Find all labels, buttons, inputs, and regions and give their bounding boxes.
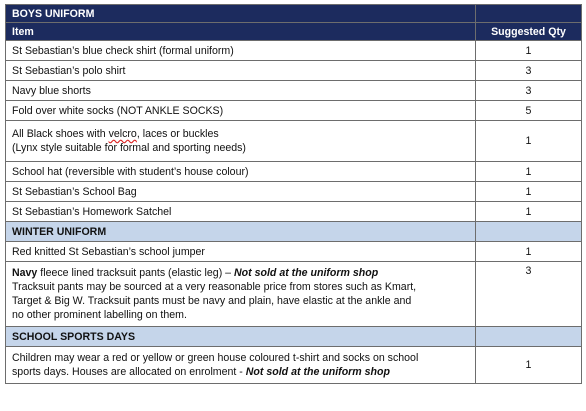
qty-cell: 1	[476, 182, 582, 202]
qty-cell: 1	[476, 121, 582, 162]
item-cell: School hat (reversible with student’s house colour)	[6, 162, 476, 182]
table-row	[6, 61, 582, 81]
item-line-2: (Lynx style suitable for formal and sporting needs)	[12, 142, 246, 154]
spellcheck-word: velcro	[108, 128, 137, 140]
not-sold-note: Not sold at the uniform shop	[245, 366, 390, 378]
qty-cell: 1	[476, 347, 582, 384]
item-cell	[6, 347, 476, 384]
item-cell: Navy blue shorts	[6, 81, 476, 101]
qty-cell: 1	[476, 162, 582, 182]
winter-uniform-title-blank	[476, 222, 582, 242]
table-row	[6, 242, 582, 262]
item-cell: St Sebastian’s Homework Satchel	[6, 202, 476, 222]
column-header-item: Item	[6, 23, 476, 41]
table-row	[6, 81, 582, 101]
item-line-1	[12, 127, 469, 141]
boys-uniform-title-blank	[476, 5, 582, 23]
item-cell: Red knitted St Sebastian’s school jumper	[6, 242, 476, 262]
qty-cell: 3	[476, 81, 582, 101]
sports-days-section-row	[6, 327, 582, 347]
qty-cell: 3	[476, 262, 582, 327]
tracksuit-text: fleece lined tracksuit pants (elastic leg) –	[37, 267, 234, 279]
table-row	[6, 202, 582, 222]
tracksuit-line	[12, 266, 469, 280]
qty-cell: 5	[476, 101, 582, 121]
table-row	[6, 162, 582, 182]
sports-days-title-blank	[476, 327, 582, 347]
table-row	[6, 347, 582, 384]
item-cell: St Sebastian’s School Bag	[6, 182, 476, 202]
item-cell: St Sebastian’s blue check shirt (formal uniform)	[6, 41, 476, 61]
column-header-qty: Suggested Qty	[476, 23, 582, 41]
item-text: , laces or buckles	[136, 128, 219, 140]
qty-cell: 1	[476, 242, 582, 262]
tracksuit-bold-text: Navy	[12, 267, 38, 279]
table-row	[6, 182, 582, 202]
item-cell	[6, 262, 476, 327]
boys-uniform-title: BOYS UNIFORM	[6, 5, 476, 23]
qty-cell: 1	[476, 202, 582, 222]
table-row	[6, 41, 582, 61]
sports-line-2	[12, 365, 469, 379]
qty-cell: 1	[476, 41, 582, 61]
tracksuit-note-line-2: Target & Big W. Tracksuit pants must be navy and plain, have elastic at the ankle and	[12, 295, 412, 307]
uniform-table-container	[5, 4, 581, 384]
tracksuit-note-line-1: Tracksuit pants may be sourced at a very reasonable price from stores such as Kmart,	[12, 281, 417, 293]
item-cell	[6, 121, 476, 162]
item-cell: St Sebastian’s polo shirt	[6, 61, 476, 81]
column-header-row	[6, 23, 582, 41]
sports-days-title: SCHOOL SPORTS DAYS	[6, 327, 476, 347]
sports-line-1: Children may wear a red or yellow or green house coloured t-shirt and socks on school	[12, 352, 419, 364]
table-row	[6, 262, 582, 327]
winter-uniform-title: WINTER UNIFORM	[6, 222, 476, 242]
boys-uniform-title-row	[6, 5, 582, 23]
qty-cell: 3	[476, 61, 582, 81]
table-row	[6, 121, 582, 162]
winter-uniform-section-row	[6, 222, 582, 242]
tracksuit-note-line-3: no other prominent labelling on them.	[12, 309, 187, 321]
item-text: All Black shoes with	[12, 128, 109, 140]
uniform-table	[5, 4, 582, 384]
not-sold-note: Not sold at the uniform shop	[234, 267, 379, 279]
table-row	[6, 101, 582, 121]
sports-text: sports days. Houses are allocated on enrolment -	[12, 366, 246, 378]
item-cell: Fold over white socks (NOT ANKLE SOCKS)	[6, 101, 476, 121]
